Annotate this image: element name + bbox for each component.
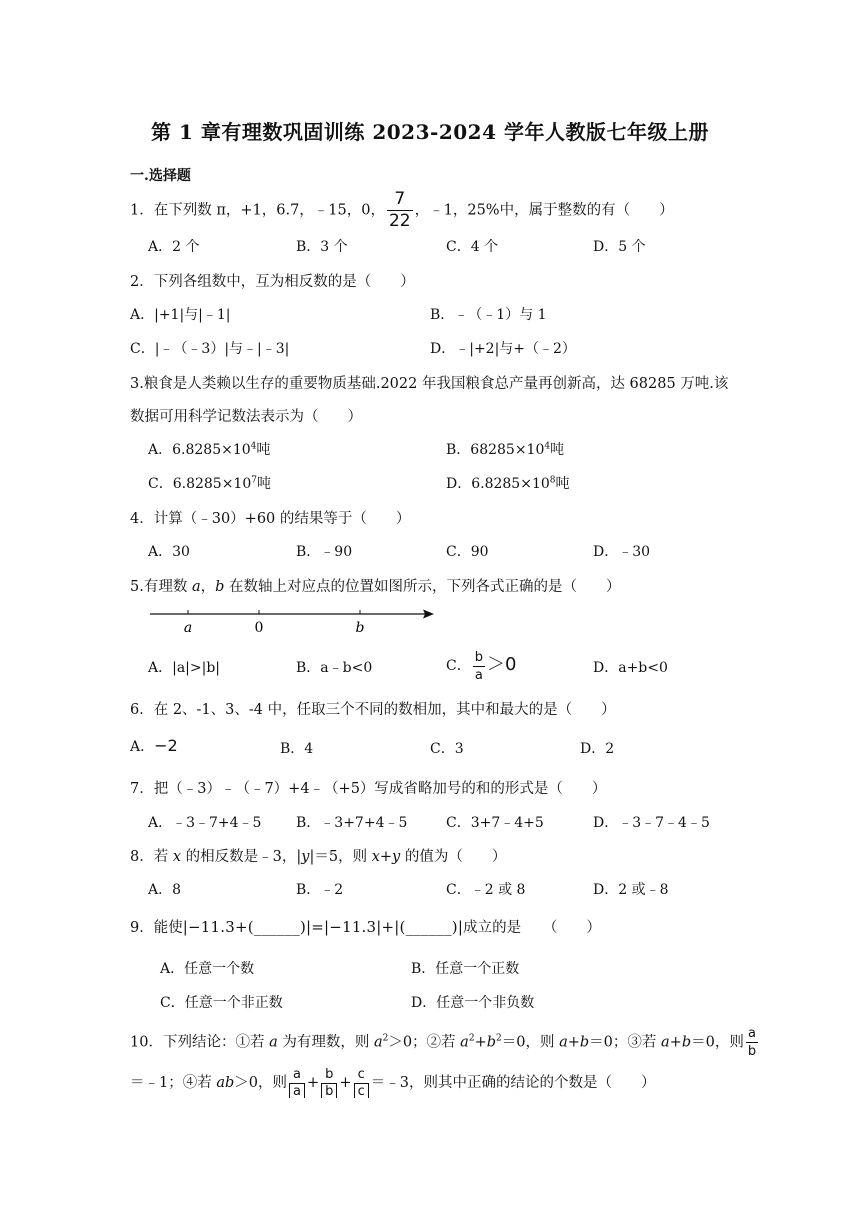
q4-option-b[interactable]: B．﹣90 xyxy=(296,544,353,560)
tick-label-b: b xyxy=(355,620,365,636)
question-9: 9．能使|−11.3+(______)|=|−11.3|+|(______)|成立的是 （ ） xyxy=(130,918,601,936)
question-6: 6．在 2、-1、3、-4 中，任取三个不同的数相加，其中和最大的是（ ） xyxy=(130,702,616,718)
q9-option-c[interactable]: C．任意一个非正数 xyxy=(160,995,283,1011)
q7-option-d[interactable]: D．﹣3﹣7﹣4﹣5 xyxy=(593,815,710,831)
q4-option-c[interactable]: C．90 xyxy=(446,544,489,560)
fraction-b-over-abs-b: $\frac{b}{b}$ xyxy=(321,1068,337,1098)
fraction-7-22: $\frac{7}{22}$ xyxy=(388,189,411,231)
q5-option-a[interactable]: A．|a|>|b| xyxy=(148,660,221,676)
abs-value-expression: |−11.3+(______)|=|−11.3|+|(______)| xyxy=(182,918,464,936)
tick-label-a: a xyxy=(183,620,193,636)
q2-option-d[interactable]: D．﹣|+2|与+（﹣2） xyxy=(430,341,576,357)
q8-option-c[interactable]: C．﹣2 或 8 xyxy=(446,882,526,898)
q6-option-b[interactable]: B．4 xyxy=(280,741,314,757)
q7-option-b[interactable]: B．﹣3+7+4﹣5 xyxy=(296,815,408,831)
q7-option-a[interactable]: A．﹣3﹣7+4﹣5 xyxy=(148,815,262,831)
q1-option-d[interactable]: D．5 个 xyxy=(593,239,646,255)
q8-option-b[interactable]: B．﹣2 xyxy=(296,882,344,898)
q2-option-a[interactable]: A．|+1|与|﹣1| xyxy=(130,307,231,323)
question-10-line-1: 10．下列结论：①若 a 为有理数，则 $a^2>0$；②若 $a^2+b^2=0$，则 a+b＝0；③若 a+b＝0，则 $\frac{a}{b}$ xyxy=(130,1026,757,1059)
q3-option-b[interactable]: B．$68285\times 10^4$吨 xyxy=(446,441,565,458)
q1-option-a[interactable]: A．2 个 xyxy=(148,239,200,255)
q6-option-d[interactable]: D．2 xyxy=(580,741,615,757)
q7-option-c[interactable]: C．3+7﹣4+5 xyxy=(446,815,544,831)
q4-option-d[interactable]: D．﹣30 xyxy=(593,544,651,560)
question-3-line-2: 数据可用科学记数法表示为（ ） xyxy=(130,409,362,425)
question-8: 8．若 x 的相反数是﹣3，|y|＝5，则 x+y 的值为（ ） xyxy=(130,849,507,865)
q6-option-c[interactable]: C．3 xyxy=(430,741,464,757)
q2-option-c[interactable]: C．|﹣（﹣3）|与﹣|﹣3| xyxy=(130,341,290,357)
q4-option-a[interactable]: A．30 xyxy=(148,544,190,560)
q3-option-c[interactable]: C．$6.8285\times 10^7$吨 xyxy=(148,475,271,492)
fraction-b-over-a: $\frac{b}{a}$ xyxy=(474,649,483,683)
question-3-line-1: 3.粮食是人类赖以生存的重要物质基础.2022 年我国粮食总产量再创新高，达 68285 万吨.该 xyxy=(130,376,729,392)
q1-option-b[interactable]: B．3 个 xyxy=(296,239,348,255)
q2-option-b[interactable]: B．﹣（﹣1）与 1 xyxy=(430,307,547,323)
q3-option-d[interactable]: D．$6.8285\times 10^8$吨 xyxy=(446,475,570,492)
fraction-a-over-b: $\frac{a}{b}$ xyxy=(747,1026,757,1059)
q3-option-a[interactable]: A．$6.8285\times 10^4$吨 xyxy=(148,441,271,458)
question-10-line-2: ＝﹣1；④若 ab＞0，则 $\frac{a}{a}$ + $\frac{b}{b}$ + $\frac{c}{c}$ ＝﹣3，则其中正确的结论的个数是（ ） xyxy=(130,1067,656,1099)
q5-option-d[interactable]: D．a+b<0 xyxy=(593,660,668,676)
question-1: 1．在下列数 π，+1，6.7，﹣15，0， $\frac{7}{22}$ ，﹣1，25%中，属于整数的有（ ） xyxy=(130,189,674,231)
question-4: 4．计算（﹣30）+60 的结果等于（ ） xyxy=(130,511,411,527)
question-7: 7．把（﹣3）﹣（﹣7）+4﹣（+5）写成省略加号的和的形式是（ ） xyxy=(130,781,607,797)
q5-option-b[interactable]: B．a﹣b<0 xyxy=(296,660,373,676)
q9-option-d[interactable]: D．任意一个非负数 xyxy=(411,995,535,1011)
page-title: 第 1 章有理数巩固训练 2023-2024 学年人教版七年级上册 xyxy=(151,120,709,144)
section-heading: 一.选择题 xyxy=(130,168,191,184)
fraction-c-over-abs-c: $\frac{c}{c}$ xyxy=(354,1068,369,1098)
q8-option-d[interactable]: D．2 或﹣8 xyxy=(593,882,669,898)
q9-option-b[interactable]: B．任意一个正数 xyxy=(411,961,520,977)
q5-option-c[interactable]: C． $\frac{b}{a}$ ＞0 xyxy=(446,649,517,683)
q1-option-c[interactable]: C．4 个 xyxy=(446,239,499,255)
question-2: 2．下列各组数中，互为相反数的是（ ） xyxy=(130,274,415,290)
q8-option-a[interactable]: A．8 xyxy=(148,882,182,898)
fraction-a-over-abs-a: $\frac{a}{a}$ xyxy=(289,1068,305,1098)
tick-label-zero: 0 xyxy=(254,620,264,636)
number-line-figure xyxy=(148,603,438,639)
q6-option-a[interactable]: A．−2 xyxy=(130,736,178,755)
q9-option-a[interactable]: A．任意一个数 xyxy=(160,961,255,977)
question-5: 5.有理数 a，b 在数轴上对应点的位置如图所示，下列各式正确的是（ ） xyxy=(130,579,621,595)
